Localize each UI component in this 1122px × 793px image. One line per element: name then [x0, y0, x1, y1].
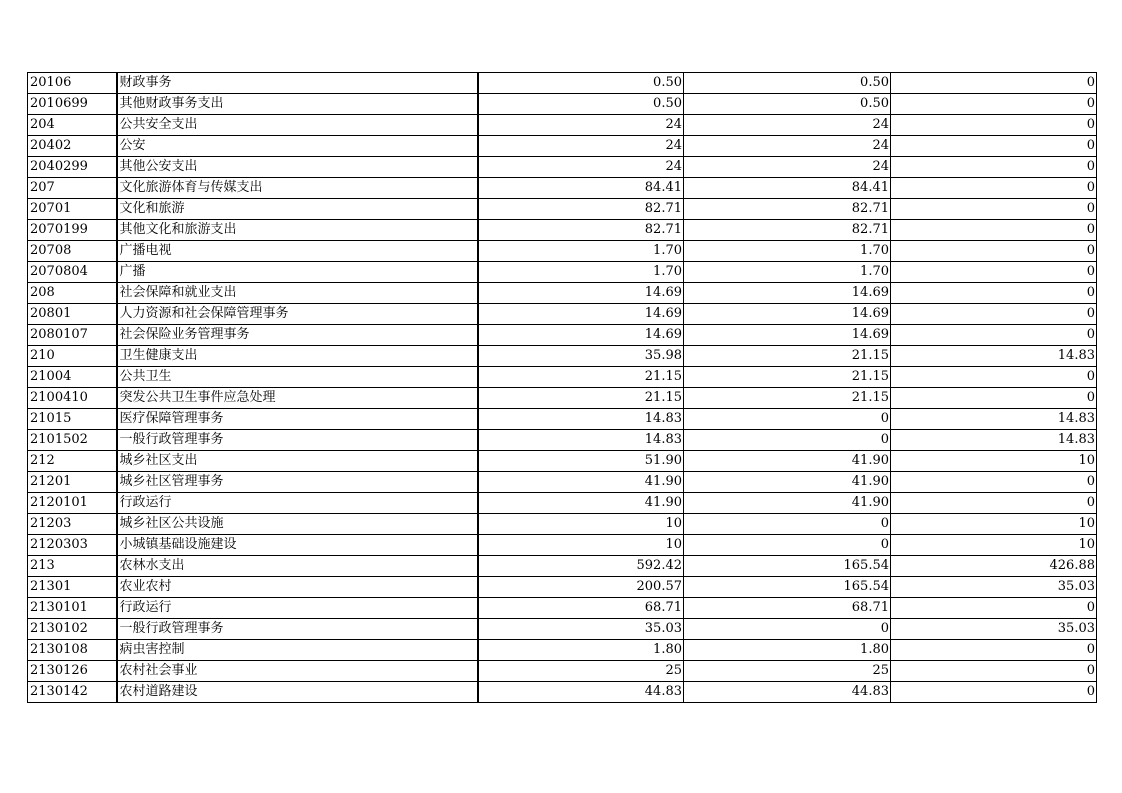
table-row: [28, 598, 1097, 619]
subject-name-cell: 农业农村: [117, 577, 478, 598]
subject-code-cell: 2040299: [28, 157, 117, 178]
basic-expenditure-cell: 24: [684, 157, 891, 178]
project-expenditure-cell: 10: [891, 451, 1097, 472]
basic-expenditure-cell: 0: [684, 430, 891, 451]
basic-expenditure-cell: 25: [684, 661, 891, 682]
project-expenditure-cell: 0: [891, 388, 1097, 409]
basic-expenditure-cell: 0: [684, 619, 891, 640]
basic-expenditure-cell: 68.71: [684, 598, 891, 619]
subject-name-cell: 城乡社区管理事务: [117, 472, 478, 493]
total-amount-cell: 41.90: [478, 493, 684, 514]
table-row: [28, 262, 1097, 283]
table-row: [28, 451, 1097, 472]
total-amount-cell: 41.90: [478, 472, 684, 493]
table-row: [28, 388, 1097, 409]
basic-expenditure-cell: 82.71: [684, 220, 891, 241]
total-amount-cell: 24: [478, 157, 684, 178]
project-expenditure-cell: 0: [891, 283, 1097, 304]
total-amount-cell: 35.03: [478, 619, 684, 640]
subject-code-cell: 21203: [28, 514, 117, 535]
total-amount-cell: 51.90: [478, 451, 684, 472]
project-expenditure-cell: 10: [891, 535, 1097, 556]
project-expenditure-cell: 0: [891, 241, 1097, 262]
subject-name-cell: 其他文化和旅游支出: [117, 220, 478, 241]
basic-expenditure-cell: 44.83: [684, 682, 891, 703]
project-expenditure-cell: 0: [891, 262, 1097, 283]
project-expenditure-cell: 0: [891, 220, 1097, 241]
subject-name-cell: 其他公安支出: [117, 157, 478, 178]
table-row: [28, 367, 1097, 388]
project-expenditure-cell: 0: [891, 472, 1097, 493]
project-expenditure-cell: 14.83: [891, 409, 1097, 430]
total-amount-cell: 200.57: [478, 577, 684, 598]
total-amount-cell: 21.15: [478, 367, 684, 388]
total-amount-cell: 84.41: [478, 178, 684, 199]
subject-code-cell: 21004: [28, 367, 117, 388]
project-expenditure-cell: 426.88: [891, 556, 1097, 577]
subject-code-cell: 2100410: [28, 388, 117, 409]
table-row: [28, 220, 1097, 241]
budget-table: [27, 72, 1097, 703]
basic-expenditure-cell: 1.80: [684, 640, 891, 661]
subject-name-cell: 公共安全支出: [117, 115, 478, 136]
subject-name-cell: 卫生健康支出: [117, 346, 478, 367]
basic-expenditure-cell: 0.50: [684, 94, 891, 115]
basic-expenditure-cell: 41.90: [684, 493, 891, 514]
project-expenditure-cell: 0: [891, 661, 1097, 682]
total-amount-cell: 24: [478, 115, 684, 136]
table-row: [28, 640, 1097, 661]
basic-expenditure-cell: 1.70: [684, 262, 891, 283]
basic-expenditure-cell: 165.54: [684, 556, 891, 577]
basic-expenditure-cell: 21.15: [684, 367, 891, 388]
total-amount-cell: 14.69: [478, 325, 684, 346]
subject-code-cell: 2070804: [28, 262, 117, 283]
table-row: [28, 94, 1097, 115]
subject-name-cell: 病虫害控制: [117, 640, 478, 661]
total-amount-cell: 35.98: [478, 346, 684, 367]
project-expenditure-cell: 0: [891, 493, 1097, 514]
subject-code-cell: 2080107: [28, 325, 117, 346]
subject-name-cell: 农林水支出: [117, 556, 478, 577]
total-amount-cell: 10: [478, 514, 684, 535]
budget-sheet: [27, 72, 1096, 703]
total-amount-cell: 1.80: [478, 640, 684, 661]
subject-name-cell: 公安: [117, 136, 478, 157]
basic-expenditure-cell: 41.90: [684, 472, 891, 493]
total-amount-cell: 10: [478, 535, 684, 556]
project-expenditure-cell: 0: [891, 640, 1097, 661]
total-amount-cell: 14.69: [478, 304, 684, 325]
subject-name-cell: 社会保障和就业支出: [117, 283, 478, 304]
total-amount-cell: 68.71: [478, 598, 684, 619]
subject-code-cell: 2130108: [28, 640, 117, 661]
total-amount-cell: 14.83: [478, 430, 684, 451]
project-expenditure-cell: 0: [891, 115, 1097, 136]
subject-code-cell: 20708: [28, 241, 117, 262]
total-amount-cell: 1.70: [478, 241, 684, 262]
project-expenditure-cell: 0: [891, 598, 1097, 619]
project-expenditure-cell: 0: [891, 73, 1097, 94]
project-expenditure-cell: 35.03: [891, 577, 1097, 598]
subject-code-cell: 2130102: [28, 619, 117, 640]
subject-name-cell: 农村道路建设: [117, 682, 478, 703]
subject-name-cell: 文化和旅游: [117, 199, 478, 220]
table-row: [28, 346, 1097, 367]
total-amount-cell: 0.50: [478, 94, 684, 115]
subject-name-cell: 社会保险业务管理事务: [117, 325, 478, 346]
project-expenditure-cell: 0: [891, 94, 1097, 115]
subject-code-cell: 207: [28, 178, 117, 199]
subject-code-cell: 21201: [28, 472, 117, 493]
subject-name-cell: 突发公共卫生事件应急处理: [117, 388, 478, 409]
subject-code-cell: 212: [28, 451, 117, 472]
subject-code-cell: 2120101: [28, 493, 117, 514]
table-row: [28, 430, 1097, 451]
total-amount-cell: 14.83: [478, 409, 684, 430]
table-row: [28, 409, 1097, 430]
subject-name-cell: 医疗保障管理事务: [117, 409, 478, 430]
subject-code-cell: 20801: [28, 304, 117, 325]
subject-code-cell: 2101502: [28, 430, 117, 451]
basic-expenditure-cell: 14.69: [684, 304, 891, 325]
project-expenditure-cell: 0: [891, 325, 1097, 346]
basic-expenditure-cell: 0: [684, 409, 891, 430]
subject-code-cell: 2130142: [28, 682, 117, 703]
subject-name-cell: 城乡社区公共设施: [117, 514, 478, 535]
subject-name-cell: 行政运行: [117, 493, 478, 514]
table-row: [28, 682, 1097, 703]
table-body: [28, 73, 1097, 703]
table-row: [28, 514, 1097, 535]
subject-name-cell: 文化旅游体育与传媒支出: [117, 178, 478, 199]
total-amount-cell: 82.71: [478, 199, 684, 220]
subject-name-cell: 农村社会事业: [117, 661, 478, 682]
subject-name-cell: 广播: [117, 262, 478, 283]
basic-expenditure-cell: 14.69: [684, 283, 891, 304]
total-amount-cell: 1.70: [478, 262, 684, 283]
project-expenditure-cell: 0: [891, 136, 1097, 157]
subject-name-cell: 财政事务: [117, 73, 478, 94]
subject-name-cell: 一般行政管理事务: [117, 619, 478, 640]
basic-expenditure-cell: 165.54: [684, 577, 891, 598]
table-row: [28, 73, 1097, 94]
table-row: [28, 157, 1097, 178]
table-row: [28, 556, 1097, 577]
subject-code-cell: 208: [28, 283, 117, 304]
table-row: [28, 661, 1097, 682]
project-expenditure-cell: 0: [891, 682, 1097, 703]
basic-expenditure-cell: 24: [684, 115, 891, 136]
table-row: [28, 535, 1097, 556]
subject-code-cell: 210: [28, 346, 117, 367]
project-expenditure-cell: 0: [891, 178, 1097, 199]
subject-name-cell: 其他财政事务支出: [117, 94, 478, 115]
subject-code-cell: 20701: [28, 199, 117, 220]
subject-code-cell: 20402: [28, 136, 117, 157]
total-amount-cell: 25: [478, 661, 684, 682]
subject-code-cell: 20106: [28, 73, 117, 94]
basic-expenditure-cell: 24: [684, 136, 891, 157]
table-row: [28, 115, 1097, 136]
table-row: [28, 619, 1097, 640]
basic-expenditure-cell: 41.90: [684, 451, 891, 472]
total-amount-cell: 592.42: [478, 556, 684, 577]
project-expenditure-cell: 14.83: [891, 430, 1097, 451]
project-expenditure-cell: 0: [891, 157, 1097, 178]
total-amount-cell: 82.71: [478, 220, 684, 241]
project-expenditure-cell: 0: [891, 367, 1097, 388]
basic-expenditure-cell: 21.15: [684, 388, 891, 409]
subject-code-cell: 213: [28, 556, 117, 577]
subject-name-cell: 城乡社区支出: [117, 451, 478, 472]
table-row: [28, 199, 1097, 220]
subject-name-cell: 人力资源和社会保障管理事务: [117, 304, 478, 325]
table-row: [28, 493, 1097, 514]
project-expenditure-cell: 10: [891, 514, 1097, 535]
basic-expenditure-cell: 21.15: [684, 346, 891, 367]
total-amount-cell: 0.50: [478, 73, 684, 94]
basic-expenditure-cell: 1.70: [684, 241, 891, 262]
subject-code-cell: 21301: [28, 577, 117, 598]
total-amount-cell: 24: [478, 136, 684, 157]
subject-code-cell: 2070199: [28, 220, 117, 241]
total-amount-cell: 21.15: [478, 388, 684, 409]
basic-expenditure-cell: 0: [684, 535, 891, 556]
table-row: [28, 304, 1097, 325]
table-row: [28, 241, 1097, 262]
total-amount-cell: 14.69: [478, 283, 684, 304]
basic-expenditure-cell: 84.41: [684, 178, 891, 199]
table-row: [28, 178, 1097, 199]
project-expenditure-cell: 0: [891, 304, 1097, 325]
table-row: [28, 325, 1097, 346]
subject-name-cell: 行政运行: [117, 598, 478, 619]
table-row: [28, 136, 1097, 157]
subject-name-cell: 广播电视: [117, 241, 478, 262]
subject-name-cell: 公共卫生: [117, 367, 478, 388]
subject-name-cell: 小城镇基础设施建设: [117, 535, 478, 556]
basic-expenditure-cell: 82.71: [684, 199, 891, 220]
total-amount-cell: 44.83: [478, 682, 684, 703]
subject-name-cell: 一般行政管理事务: [117, 430, 478, 451]
table-row: [28, 472, 1097, 493]
subject-code-cell: 21015: [28, 409, 117, 430]
basic-expenditure-cell: 0.50: [684, 73, 891, 94]
table-row: [28, 577, 1097, 598]
basic-expenditure-cell: 0: [684, 514, 891, 535]
project-expenditure-cell: 0: [891, 199, 1097, 220]
subject-code-cell: 2010699: [28, 94, 117, 115]
table-row: [28, 283, 1097, 304]
subject-code-cell: 2120303: [28, 535, 117, 556]
subject-code-cell: 2130101: [28, 598, 117, 619]
basic-expenditure-cell: 14.69: [684, 325, 891, 346]
subject-code-cell: 2130126: [28, 661, 117, 682]
project-expenditure-cell: 35.03: [891, 619, 1097, 640]
project-expenditure-cell: 14.83: [891, 346, 1097, 367]
subject-code-cell: 204: [28, 115, 117, 136]
